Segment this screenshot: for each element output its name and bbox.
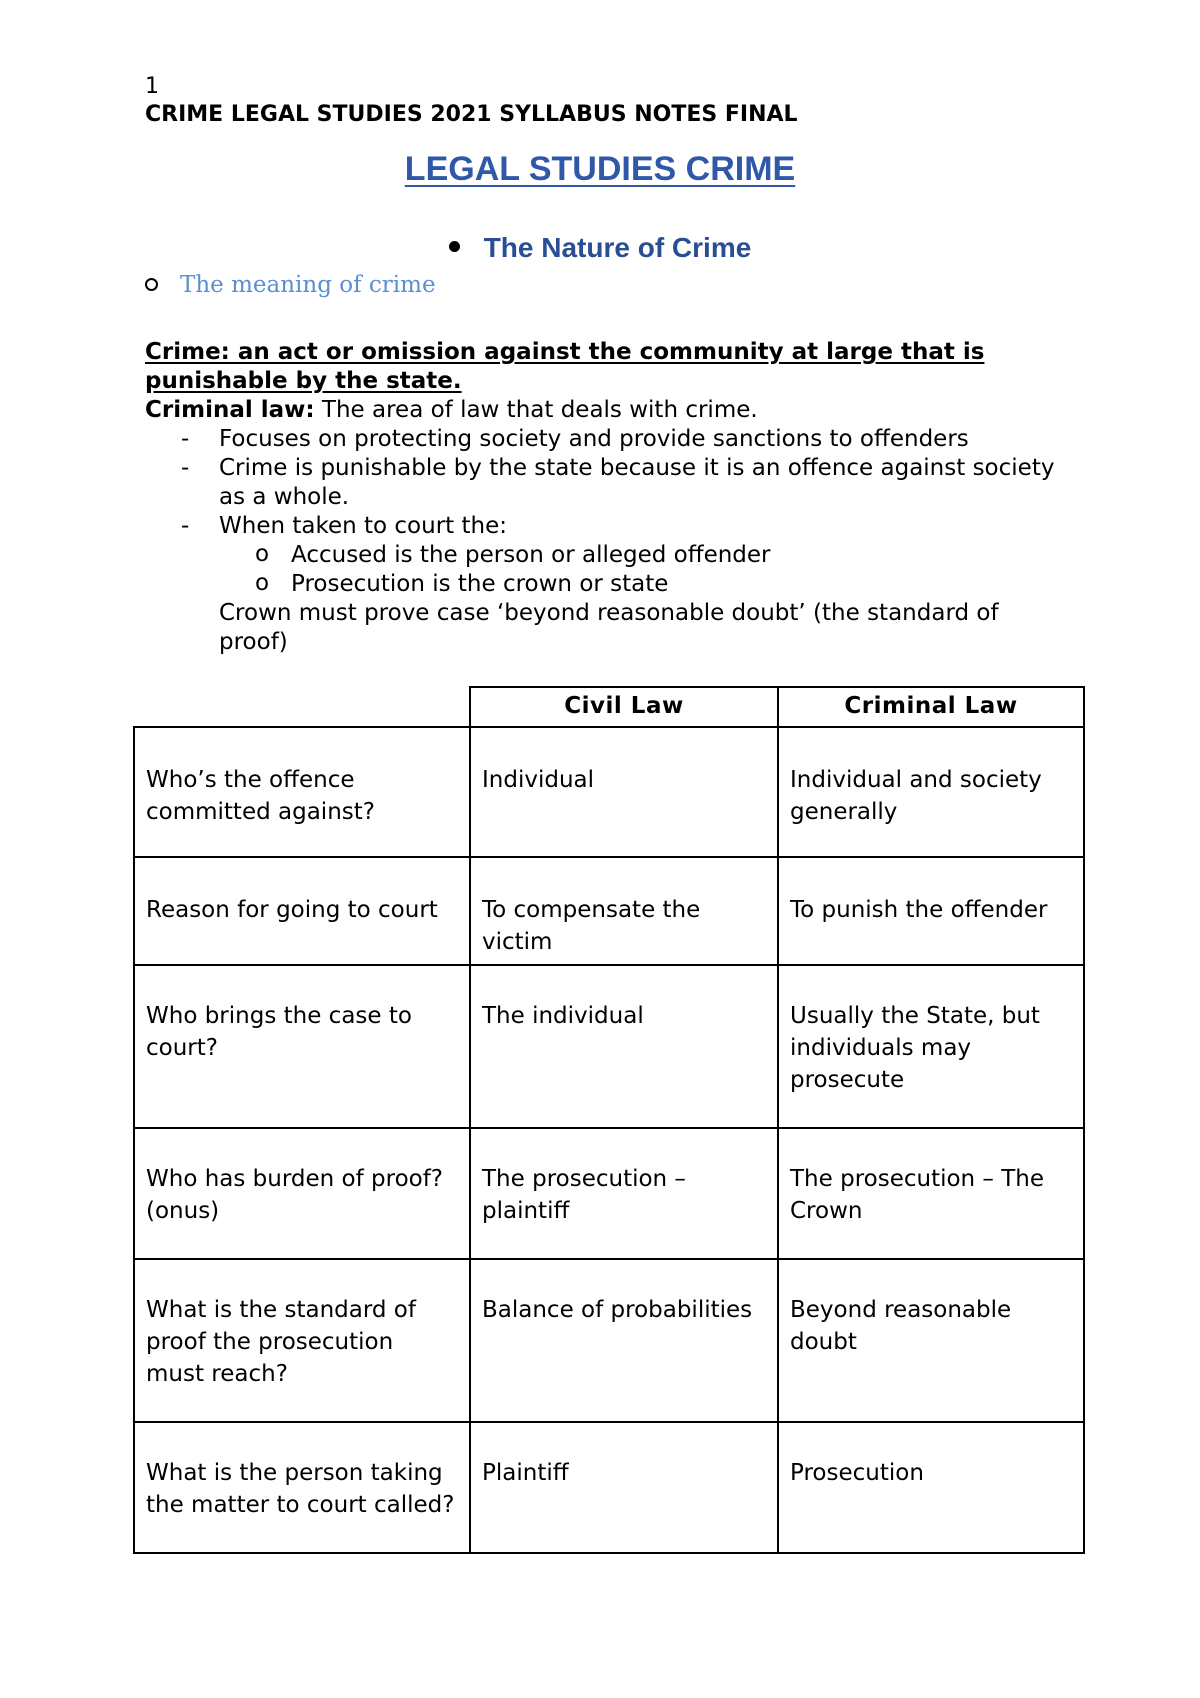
notes-body: [145, 338, 1065, 657]
crown-note: Crown must prove case ‘beyond reasonable doubt’ (the standard of proof): [219, 600, 999, 655]
criminal-law-definition: [145, 396, 1065, 425]
civil-cell: The individual: [470, 965, 778, 1128]
row-question: What is the standard of proof the prosecution must reach?: [134, 1259, 470, 1422]
sub-list-item: [219, 541, 1065, 570]
table-corner-cell: [134, 687, 470, 727]
row-question: Reason for going to court: [134, 857, 470, 965]
civil-cell: Plaintiff: [470, 1422, 778, 1553]
table-row: [134, 727, 1084, 857]
criminal-law-text: The area of law that deals with crime.: [314, 397, 758, 423]
row-question: Who’s the offence committed against?: [134, 727, 470, 857]
dash-icon: -: [181, 426, 190, 452]
page-number: 1: [145, 74, 159, 99]
list-item: [145, 425, 1065, 454]
list-item: [145, 454, 1065, 512]
criminal-cell: Individual and society generally: [778, 727, 1084, 857]
dash-icon: -: [181, 513, 190, 539]
section-heading-text: The Nature of Crime: [483, 232, 752, 263]
circle-bullet-icon: [145, 278, 158, 291]
dash-icon: -: [181, 455, 190, 481]
table-row: [134, 1128, 1084, 1259]
criminal-cell: Beyond reasonable doubt: [778, 1259, 1084, 1422]
list-item: [145, 512, 1065, 599]
dash-list: [145, 425, 1065, 599]
page-title: LEGAL STUDIES CRIME: [404, 150, 796, 188]
bullet-icon: [449, 241, 460, 252]
table-row: [134, 1422, 1084, 1553]
column-header-civil: Civil Law: [470, 687, 778, 727]
column-header-criminal: Criminal Law: [778, 687, 1084, 727]
civil-cell: To compensate the victim: [470, 857, 778, 965]
list-item-text: Crime is punishable by the state because it is an offence against society as a whole.: [219, 455, 1055, 510]
list-item-text: When taken to court the:: [219, 513, 507, 539]
subsection-heading: [145, 272, 436, 298]
civil-cell: The prosecution – plaintiff: [470, 1128, 778, 1259]
comparison-table: [133, 686, 1085, 1554]
table-row: [134, 857, 1084, 965]
row-question: What is the person taking the matter to court called?: [134, 1422, 470, 1553]
civil-cell: Individual: [470, 727, 778, 857]
sub-list-item-text: Prosecution is the crown or state: [291, 571, 669, 597]
list-item-text: Focuses on protecting society and provide sanctions to offenders: [219, 426, 969, 452]
table-row: [134, 1259, 1084, 1422]
criminal-law-label: Criminal law:: [145, 397, 315, 423]
sub-list-item-text: Accused is the person or alleged offender: [291, 542, 771, 568]
criminal-cell: To punish the offender: [778, 857, 1084, 965]
subsection-heading-text: The meaning of crime: [180, 272, 436, 298]
criminal-cell: Prosecution: [778, 1422, 1084, 1553]
criminal-cell: Usually the State, but individuals may prosecute: [778, 965, 1084, 1128]
circle-bullet-icon: o: [255, 570, 270, 596]
row-question: Who has burden of proof? (onus): [134, 1128, 470, 1259]
row-question: Who brings the case to court?: [134, 965, 470, 1128]
document-header: CRIME LEGAL STUDIES 2021 SYLLABUS NOTES FINAL: [145, 102, 798, 127]
criminal-cell: The prosecution – The Crown: [778, 1128, 1084, 1259]
circle-bullet-icon: o: [255, 541, 270, 567]
crime-definition: Crime: an act or omission against the community at large that is punishable by the state.: [145, 339, 985, 394]
sub-list: [219, 541, 1065, 599]
civil-cell: Balance of probabilities: [470, 1259, 778, 1422]
table-header-row: [134, 687, 1084, 727]
section-heading: [0, 232, 1200, 264]
sub-list-item: [219, 570, 1065, 599]
table-row: [134, 965, 1084, 1128]
